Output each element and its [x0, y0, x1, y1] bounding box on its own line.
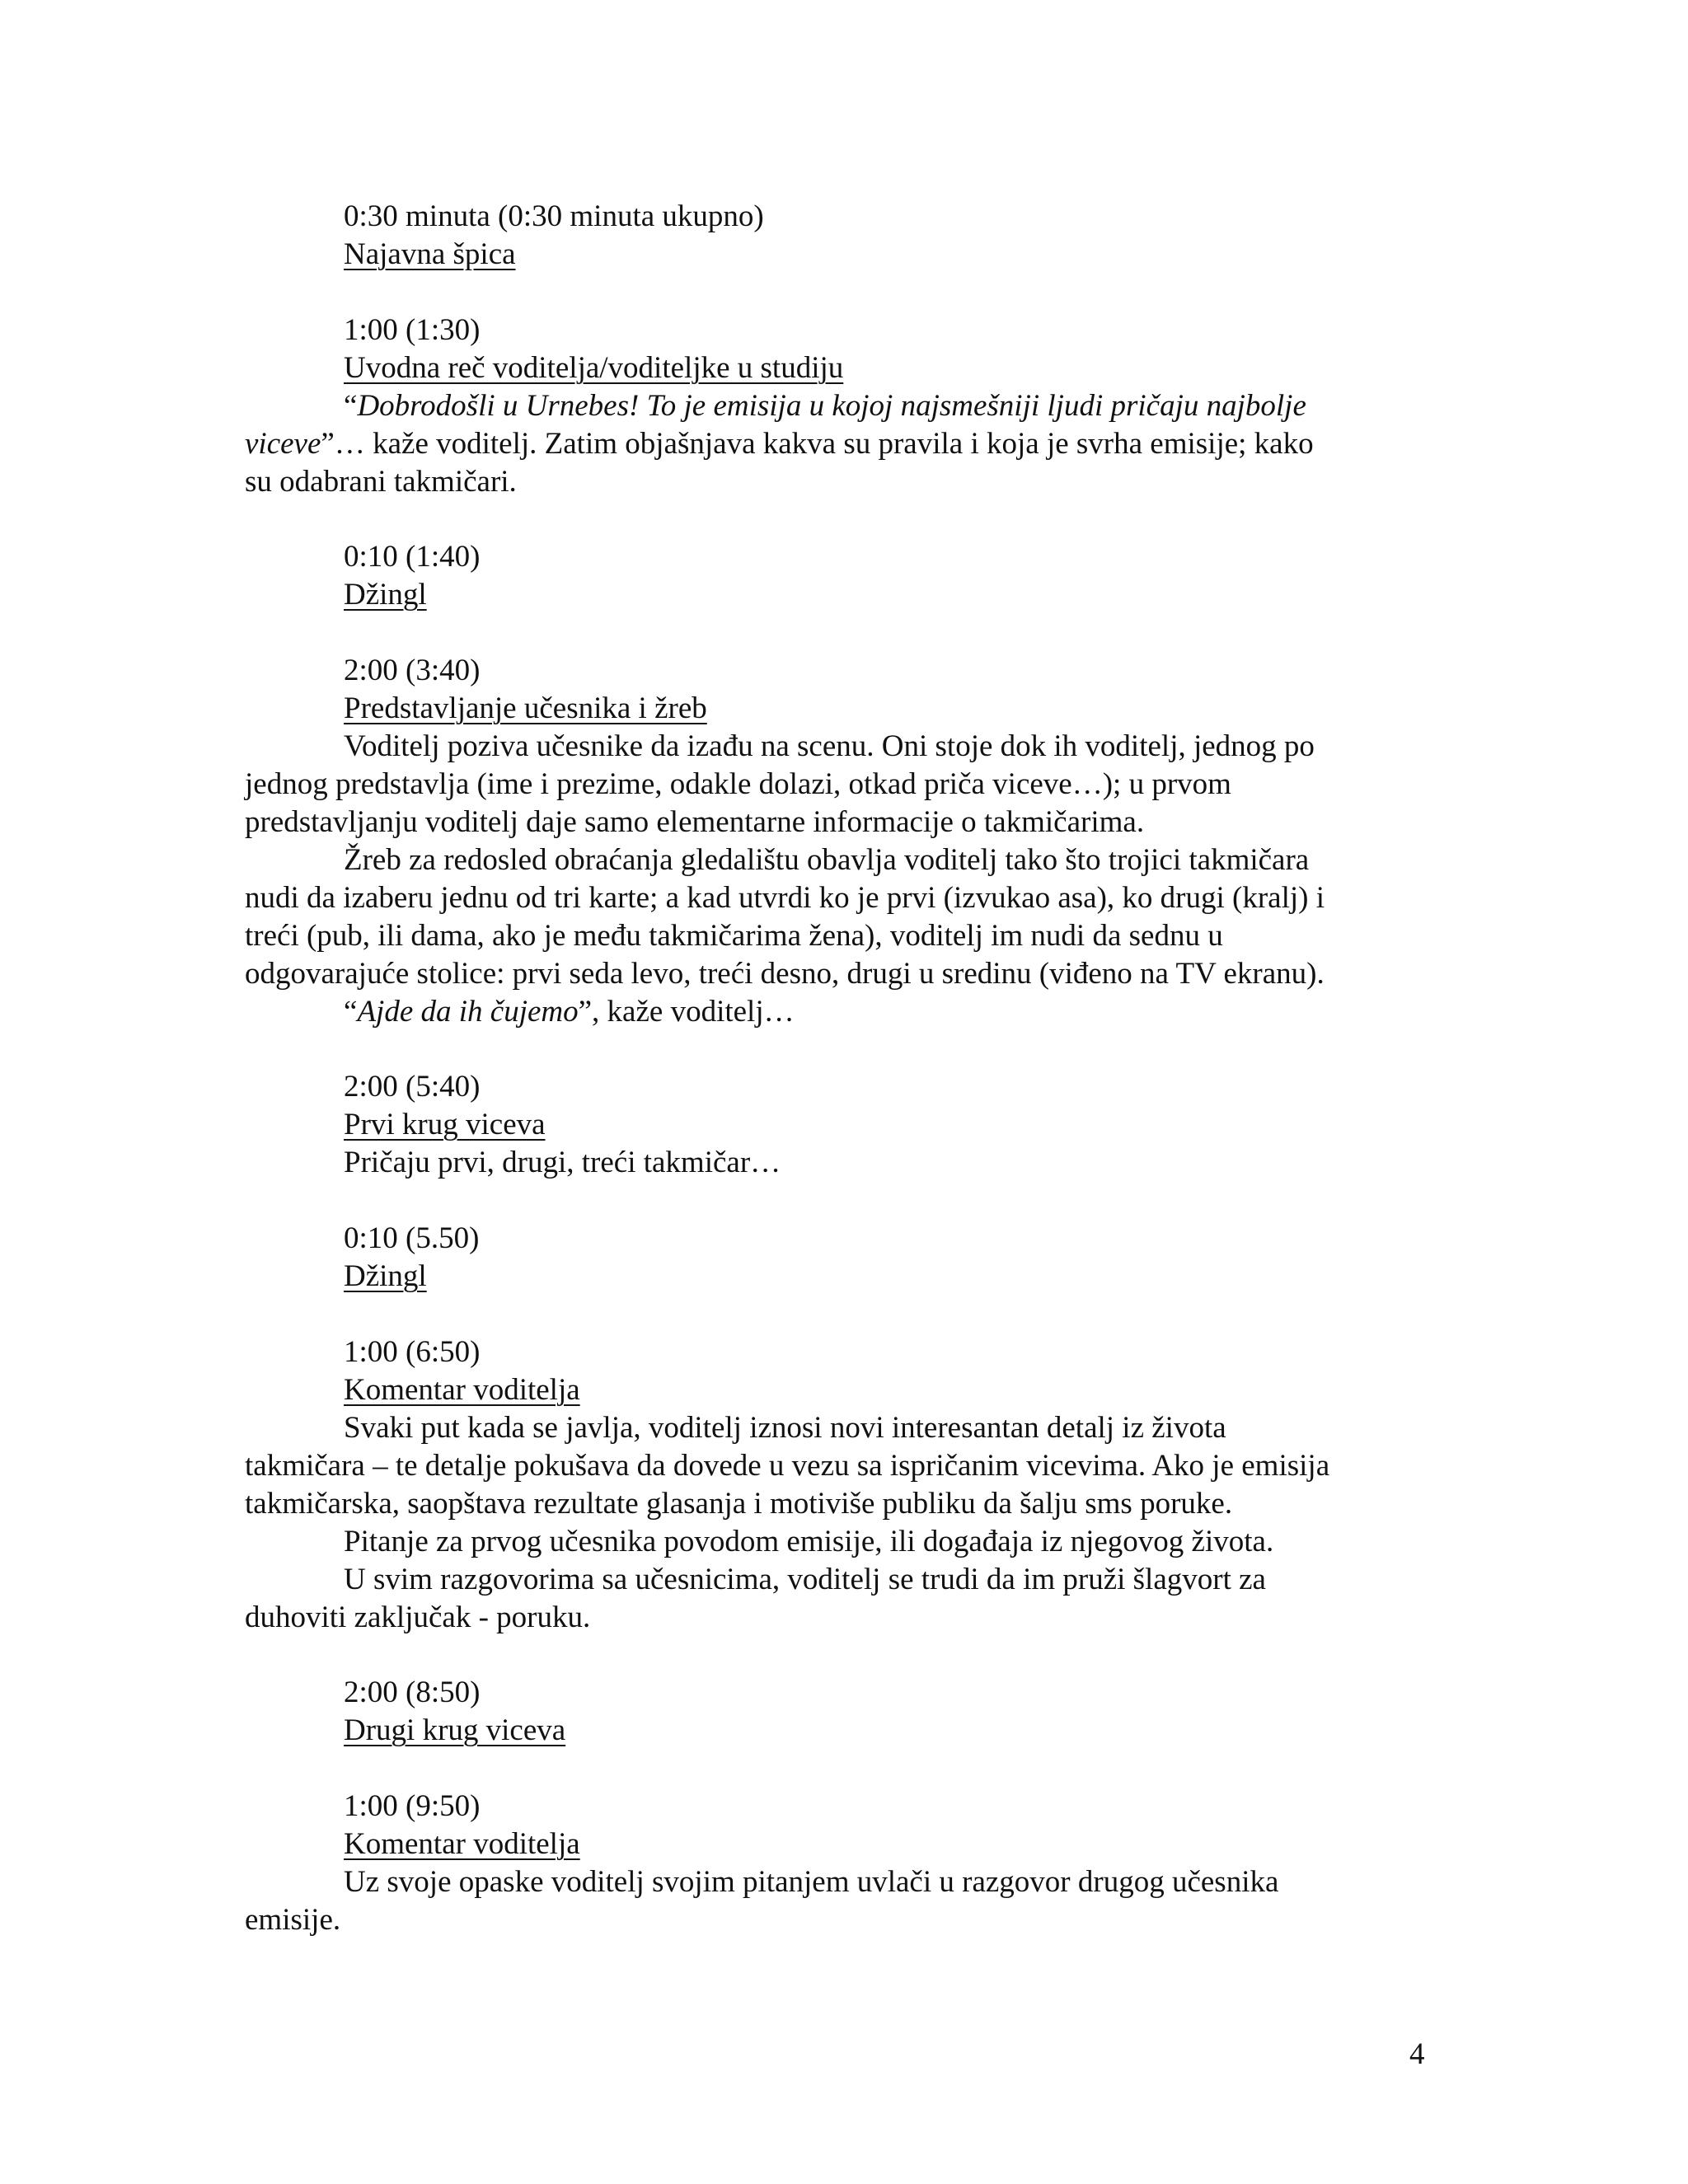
section-intro-titles: [245, 198, 1432, 274]
section-title: Uvodna reč voditelja/voditeljke u studiju: [344, 351, 844, 385]
section-host-intro: [245, 312, 1432, 501]
section-time: 2:00 (3:40): [344, 654, 481, 687]
section-second-round: [245, 1674, 1432, 1750]
section-time: 1:00 (9:50): [344, 1789, 481, 1823]
section-first-round: [245, 1068, 1432, 1182]
section-title: Komentar voditelja: [344, 1373, 580, 1407]
paragraph-line: Uz svoje opaske voditelj svojim pitanjem uvlači u razgovor drugog učesnika: [344, 1865, 1279, 1899]
quote-line: “Ajde da ih čujemo”, kaže voditelj…: [344, 995, 795, 1029]
section-time: 1:00 (6:50): [344, 1335, 481, 1369]
section-title: Komentar voditelja: [344, 1827, 580, 1861]
paragraph-line: Pričaju prvi, drugi, treći takmičar…: [344, 1146, 781, 1179]
paragraph-line: nudi da izaberu jednu od tri karte; a kad utvrdi ko je prvi (izvukao asa), ko drugi (kralj) i: [245, 881, 1325, 915]
paragraph-line: takmičara – te detalje pokušava da dovede u vezu sa ispričanim vicevima. Ako je emisija: [245, 1449, 1330, 1483]
paragraph-line: Žreb za redosled obraćanja gledalištu obavlja voditelj tako što trojici takmičara: [344, 843, 1310, 877]
paragraph-line: jednog predstavlja (ime i prezime, odakle dolazi, otkad priča viceve…); u prvom: [245, 767, 1231, 801]
paragraph-line: emisije.: [245, 1903, 341, 1937]
paragraph-line: Voditelj poziva učesnike da izađu na scenu. Oni stoje dok ih voditelj, jednog po: [344, 729, 1315, 763]
section-time: 0:10 (5.50): [344, 1221, 480, 1255]
section-time: 2:00 (8:50): [344, 1675, 481, 1709]
section-title: Drugi krug viceva: [344, 1713, 566, 1747]
section-title: Najavna špica: [344, 237, 516, 271]
page-number: 4: [1409, 2037, 1425, 2071]
section-jingle-1: [245, 538, 1432, 614]
section-time: 0:10 (1:40): [344, 540, 481, 574]
quote-line: “Dobrodošli u Urnebes! To je emisija u kojoj najsmešniji ljudi pričaju najbolje: [344, 389, 1306, 423]
paragraph-line: treći (pub, ili dama, ako je među takmičarima žena), voditelj im nudi da sednu u: [245, 919, 1223, 953]
section-jingle-2: [245, 1220, 1432, 1296]
quote-line-cont: viceve”… kaže voditelj. Zatim objašnjava kakva su pravila i koja je svrha emisije; kako: [245, 427, 1314, 461]
paragraph-line: U svim razgovorima sa učesnicima, voditelj se trudi da im pruži šlagvort za: [344, 1563, 1266, 1596]
paragraph-line: Pitanje za prvog učesnika povodom emisije, ili događaja iz njegovog života.: [344, 1525, 1274, 1558]
section-time: 0:30 minuta (0:30 minuta ukupno): [344, 199, 764, 233]
section-time: 2:00 (5:40): [344, 1070, 481, 1104]
paragraph-line: duhoviti zaključak - poruku.: [245, 1601, 591, 1634]
paragraph-line: Svaki put kada se javlja, voditelj iznosi novi interesantan detalj iz života: [344, 1411, 1226, 1445]
section-title: Džingl: [344, 1259, 427, 1293]
section-title: Džingl: [344, 578, 427, 612]
section-host-comment-2: [245, 1788, 1432, 1939]
paragraph-line: su odabrani takmičari.: [245, 465, 517, 499]
section-title: Predstavljanje učesnika i žreb: [344, 691, 707, 725]
paragraph-line: takmičarska, saopštava rezultate glasanja i motiviše publiku da šalju sms poruke.: [245, 1487, 1233, 1521]
section-introduction-draw: [245, 652, 1432, 1031]
section-time: 1:00 (1:30): [344, 313, 481, 347]
paragraph-line: predstavljanju voditelj daje samo elementarne informacije o takmičarima.: [245, 805, 1145, 839]
section-host-comment-1: [245, 1333, 1432, 1637]
section-title: Prvi krug viceva: [344, 1108, 546, 1141]
paragraph-line: odgovarajuće stolice: prvi seda levo, treći desno, drugi u sredinu (viđeno na TV ekranu).: [245, 957, 1325, 991]
